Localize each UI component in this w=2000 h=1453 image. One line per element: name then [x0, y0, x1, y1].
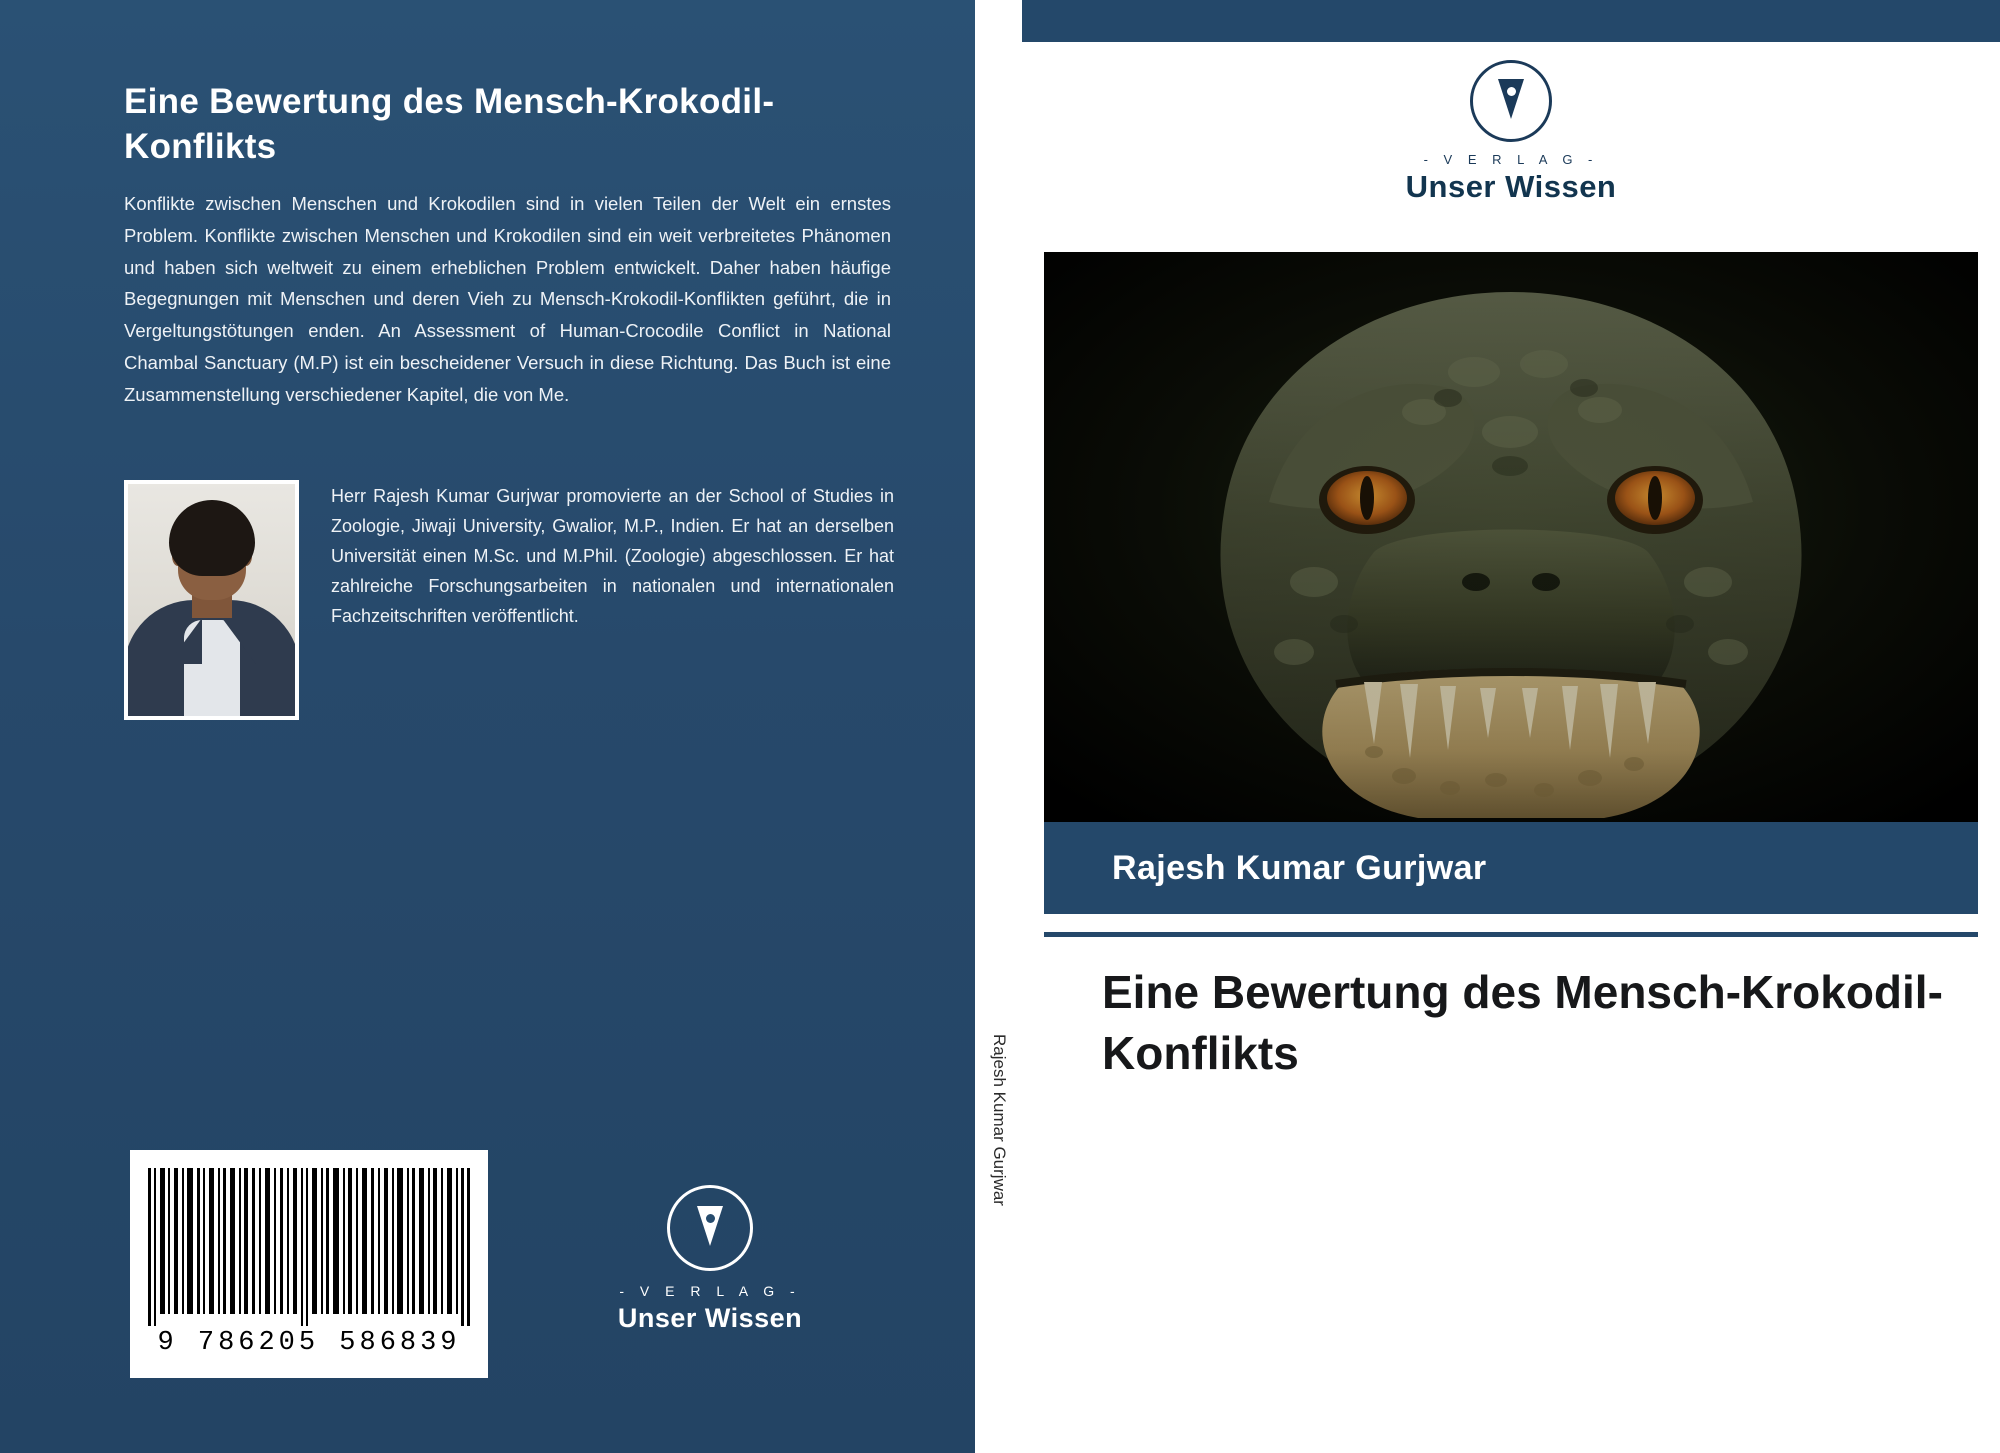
- cover-photo-crocodile: [1044, 252, 1978, 822]
- front-top-bar: [1022, 0, 2000, 42]
- pen-nib-icon: [667, 1185, 753, 1271]
- front-divider-rule: [1044, 932, 1978, 937]
- author-bio: Herr Rajesh Kumar Gurjwar promovierte an der School of Studies in Zoologie, Jiwaji University, Gwalior, M.P., Indien. Er hat an derselben Universität einen M.Sc. und M.Phil. (Zoologie) abgeschlossen. Er hat zahlreiche Forschungsarbeiten in nationalen und internationalen Fachzeitschriften veröffentlicht.: [331, 486, 894, 626]
- author-photo: [124, 480, 299, 720]
- pen-nib-icon: [1470, 60, 1552, 142]
- crocodile-illustration: [1044, 252, 1978, 822]
- publisher-logo-front: [1361, 60, 1661, 205]
- back-cover-blurb: Konflikte zwischen Menschen und Krokodilen sind in vielen Teilen der Welt ein ernstes Problem. Konflikte zwischen Menschen und Krokodilen sind ein weit verbreitetes Phänomen und haben sich weltweit zu einem erheblichen Problem entwickelt. Daher haben häufige Begegnungen mit Menschen und deren Vieh zu Mensch-Krokodil-Konflikten geführt, die in Vergeltungstötungen enden. An Assessment of Human-Crocodile Conflict in National Chambal Sanctuary (M.P) ist ein bescheidener Versuch in diese Richtung. Das Buch ist eine Zusammenstellung verschiedener Kapitel, die von Me.: [124, 193, 891, 405]
- spine-author: Rajesh Kumar Gurjwar: [989, 1034, 1009, 1206]
- barcode: [130, 1150, 488, 1378]
- front-cover-title: Eine Bewertung des Mensch-Krokodil-Konflikts: [1102, 966, 1943, 1079]
- publisher-name-back: Unser Wissen: [617, 1303, 803, 1333]
- verlag-label-back: - V E R L A G -: [619, 1283, 801, 1299]
- publisher-name-front: Unser Wissen: [1405, 169, 1617, 204]
- back-cover-panel: [0, 0, 975, 1453]
- spine-panel: [975, 0, 1022, 1453]
- back-cover-title: Eine Bewertung des Mensch-Krokodil-Konflikts: [124, 82, 775, 166]
- front-author-bar: [1044, 822, 1978, 914]
- barcode-bars: [146, 1168, 472, 1326]
- front-author-name: Rajesh Kumar Gurjwar: [1112, 848, 1487, 887]
- verlag-label-front: - V E R L A G -: [1423, 152, 1599, 167]
- barcode-number: 9 786205 586839: [157, 1328, 461, 1358]
- publisher-logo-back: [600, 1185, 820, 1334]
- front-cover-panel: [1022, 0, 2000, 1453]
